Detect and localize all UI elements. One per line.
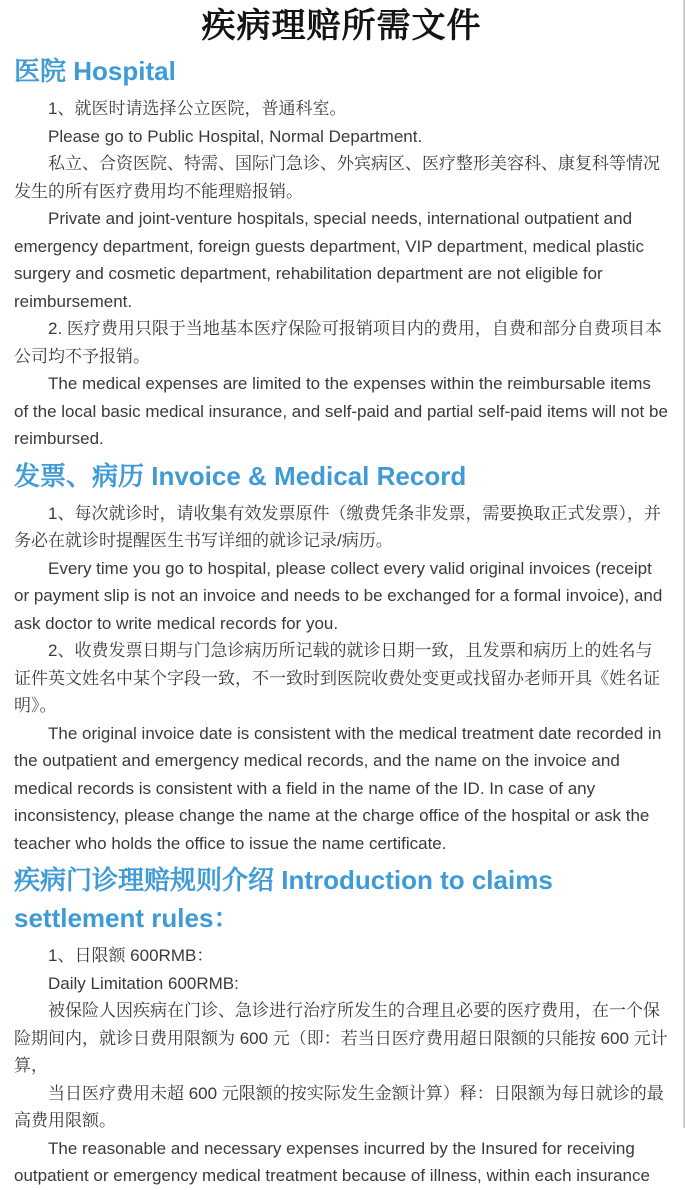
page-title: 疾病理赔所需文件 xyxy=(201,7,482,45)
paragraph-zh: 1、就医时请选择公立医院，普通科室。 xyxy=(48,99,347,118)
paragraph-zh: 被保险人因疾病在门诊、急诊进行治疗所发生的合理且必要的医疗费用，在一个保险期间内，就诊日费用限额为 600 元（即：若当日医疗费用超日限额的只能按 600 元计算， xyxy=(14,1001,668,1075)
paragraph-en: The reasonable and necessary expenses incurred by the Insured for receiving outpatient or emergency medical treatment because of illness, within each insurance xyxy=(14,1138,650,1185)
paragraph-zh: 1、每次就诊时，请收集有效发票原件（缴费凭条非发票，需要换取正式发票），并务必在就诊时提醒医生书写详细的就诊记录/病历。 xyxy=(14,503,661,550)
paragraph-zh: 2、收费发票日期与门急诊病历所记载的就诊日期一致，且发票和病历上的姓名与证件英文姓名中某个字段一致，不一致时到医院收费处变更或找留办老师开具《姓名证明》。 xyxy=(14,641,660,715)
section-heading-invoice-medical-record: 发票、病历 Invoice & Medical Record xyxy=(14,460,467,491)
paragraph-zh: 私立、合资医院、特需、国际门急诊、外宾病区、医疗整形美容科、康复科等情况发生的所有医疗费用均不能理赔报销。 xyxy=(14,154,660,201)
section-hospital xyxy=(14,52,669,453)
section-heading-claims-settlement-rules: 疾病门诊理赔规则介绍 Introduction to claims settlement rules： xyxy=(14,865,553,933)
paragraph-en: Private and joint-venture hospitals, special needs, international outpatient and emergency department, foreign guests department, VIP department, medical plastic surgery and cosmetic department, rehabilitation department are not eligible for reimbursement. xyxy=(14,209,644,311)
paragraph-en: Daily Limitation 600RMB: xyxy=(48,973,239,993)
paragraph-en: The medical expenses are limited to the expenses within the reimbursable items of the local basic medical insurance, and self-paid and partial self-paid items will not be reimbursed. xyxy=(14,374,668,448)
section-heading-hospital: 医院 Hospital xyxy=(14,56,176,86)
section-claims-settlement-rules xyxy=(14,861,669,1190)
paragraph-en: Every time you go to hospital, please collect every valid original invoices (receipt or payment slip is not an invoice and needs to be exchanged for a formal invoice), and ask doctor to write medical records for you. xyxy=(14,558,663,633)
paragraph-zh: 2. 医疗费用只限于当地基本医疗保险可报销项目内的费用，自费和部分自费项目本公司均不予报销。 xyxy=(14,319,662,366)
paragraph-zh: 1、日限额 600RMB： xyxy=(48,946,214,965)
section-invoice-medical-record xyxy=(14,457,669,858)
paragraph-en: Please go to Public Hospital, Normal Department. xyxy=(48,126,423,146)
paragraph-en: The original invoice date is consistent with the medical treatment date recorded in the outpatient and emergency medical records, and the name on the invoice and medical records is consistent with a field in the name of the ID. In case of any inconsistency, please change the name at the charge office of the hospital or ask the teacher who holds the office to issue the name certificate. xyxy=(14,723,662,853)
paragraph-zh: 当日医疗费用未超 600 元限额的按实际发生金额计算）释：日限额为每日就诊的最高费用限额。 xyxy=(14,1083,664,1130)
